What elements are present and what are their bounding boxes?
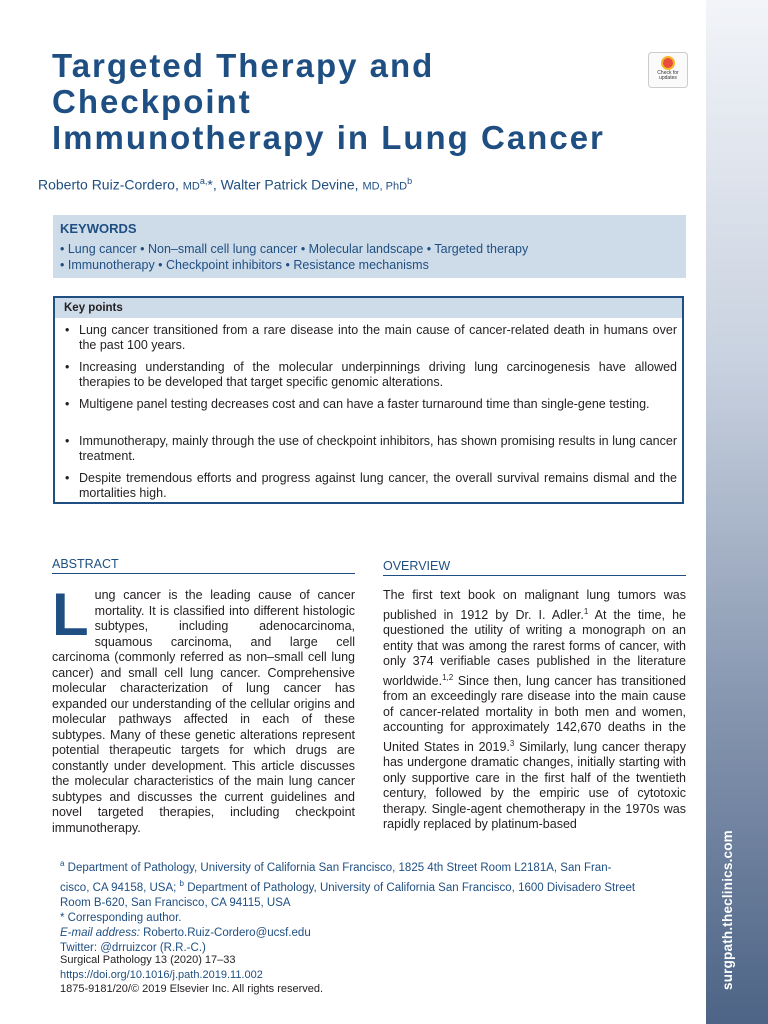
- keywords-line: • Lung cancer • Non–small cell lung cancer • Molecular landscape • Targeted therapy: [60, 242, 529, 256]
- bullet-icon: •: [65, 397, 70, 411]
- keywords-box: [53, 215, 686, 278]
- bullet-icon: •: [65, 434, 70, 448]
- overview-text: Since then, lung cancer has transitioned from an exceedingly rare disease into the main cause of cancer-related mortality in both men and women, accounting for approximately 142,670 deaths in the United States in 2019.: [383, 673, 686, 754]
- title-line: Targeted Therapy and: [52, 47, 435, 84]
- title-line: Immunotherapy in Lung Cancer: [52, 119, 605, 156]
- key-points-box: [53, 296, 684, 504]
- keywords-line: • Immunotherapy • Checkpoint inhibitors • Resistance mechanisms: [60, 258, 429, 272]
- overview-body: [383, 588, 686, 833]
- bullet-icon: •: [65, 360, 70, 374]
- key-point-item: [65, 397, 677, 412]
- abstract-heading: ABSTRACT: [52, 557, 355, 574]
- doi-link[interactable]: https://doi.org/10.1016/j.path.2019.11.002: [60, 968, 263, 981]
- drop-cap: L: [52, 581, 89, 648]
- overview-text: Similarly, lung cancer therapy has undergone dramatic changes, initially starting with only supportive care in the first half of the twentieth century, followed by the empiric use of cytotoxic therapy. Single-agent chemotherapy in the 1970s was rapidly replaced by platinum-based: [383, 739, 686, 832]
- email-line: [60, 926, 680, 941]
- overview-text: The first text book on malignant lung tumors was published in 1912 by Dr. I. Adler.: [383, 588, 686, 622]
- side-bar: [706, 0, 768, 1024]
- article-title: [52, 48, 702, 156]
- abstract-body: [52, 581, 355, 836]
- title-line: Checkpoint: [52, 83, 252, 120]
- citation-block: [60, 953, 323, 997]
- copyright-notice: 1875-9181/20/© 2019 Elsevier Inc. All rights reserved.: [60, 983, 324, 995]
- key-point-item: [65, 360, 677, 390]
- key-point-text: Despite tremendous efforts and progress against lung cancer, the overall survival remains dismal and the mortalities high.: [79, 471, 677, 500]
- key-point-item: [65, 471, 677, 501]
- corresponding-marker: *: [207, 176, 213, 193]
- author-list: [38, 176, 412, 193]
- reference-link[interactable]: 1,2: [442, 672, 454, 682]
- author-degree: MD, PhD: [362, 180, 408, 193]
- keywords-heading: KEYWORDS: [60, 221, 137, 236]
- email-label: E-mail address:: [60, 926, 140, 939]
- journal-reference: Surgical Pathology 13 (2020) 17–33: [60, 954, 236, 966]
- bullet-icon: •: [65, 323, 70, 337]
- footnote-line: Room B-620, San Francisco, CA 94115, USA: [60, 896, 291, 909]
- crossmark-icon: [661, 56, 675, 70]
- check-for-updates-label: Check for updates: [657, 70, 679, 81]
- affiliation-marker: a,: [199, 176, 208, 186]
- overview-heading: OVERVIEW: [383, 559, 686, 576]
- author-name: , Walter Patrick Devine,: [212, 176, 363, 193]
- affiliation-marker: b: [407, 176, 413, 186]
- journal-website-label[interactable]: surgpath.theclinics.com: [720, 830, 735, 990]
- twitter-handle[interactable]: Twitter: @drruizcor (R.R.-C.): [60, 941, 206, 954]
- author-degree: MD: [182, 180, 200, 193]
- affiliation-text: Department of Pathology, University of California San Francisco, 1825 4th Street Room L2181A, San Fran-: [67, 861, 612, 874]
- author-name: Roberto Ruiz-Cordero,: [38, 176, 183, 193]
- abstract-text: ung cancer is the leading cause of cancer mortality. It is classified into different histologic subtypes, including adenocarcinoma, squamous carcinoma, and large cell carcinoma (commonly referred as non–small cell lung cancer) and small cell lung cancer. Comprehensive molecular characterization of lung cancer has expanded our understanding of the cellular origins and molecular pathways affected in each of these subtypes. Many of these genetic alterations represent potential therapeutic targets for which drugs are constantly under development. This article discusses the molecular characteristics of the main lung cancer subtypes and discusses the current guidelines and novel targeted therapies, including checkpoint immunotherapy.: [52, 588, 355, 835]
- key-point-item: [65, 323, 677, 353]
- email-link[interactable]: Roberto.Ruiz-Cordero@ucsf.edu: [139, 926, 311, 939]
- check-for-updates-button[interactable]: [648, 52, 688, 88]
- affiliation-marker: b: [179, 878, 184, 888]
- affiliation-marker: a: [60, 859, 65, 868]
- key-point-text: Multigene panel testing decreases cost and can have a faster turnaround time than single-gene testing.: [79, 397, 650, 411]
- reference-link[interactable]: 1: [583, 606, 589, 616]
- overview-text: At the time, he questioned the utility of writing a monograph on an entity that was among the rarest forms of cancer, with only 374 verifiable cases published in the literature worldwide.: [383, 607, 686, 688]
- key-point-text: Lung cancer transitioned from a rare disease into the main cause of cancer-related death in humans over the past 100 years.: [79, 323, 677, 352]
- key-point-text: Increasing understanding of the molecular underpinnings driving lung carcinogenesis have allowed therapies to be developed that target specific genomic alterations.: [79, 360, 677, 389]
- key-points-heading: Key points: [55, 298, 682, 318]
- key-point-item: [65, 434, 677, 464]
- reference-link[interactable]: 3: [509, 738, 515, 748]
- affiliation-text: cisco, CA 94158, USA;: [60, 881, 180, 894]
- key-point-text: Immunotherapy, mainly through the use of checkpoint inhibitors, has shown promising results in lung cancer treatment.: [79, 434, 677, 463]
- affiliation-footnotes: [60, 856, 680, 956]
- footnote-line: [60, 856, 680, 876]
- corresponding-author-note: * Corresponding author.: [60, 911, 182, 924]
- footnote-line: [60, 876, 680, 896]
- affiliation-text: Department of Pathology, University of California San Francisco, 1600 Divisadero Street: [184, 881, 636, 894]
- bullet-icon: •: [65, 471, 70, 485]
